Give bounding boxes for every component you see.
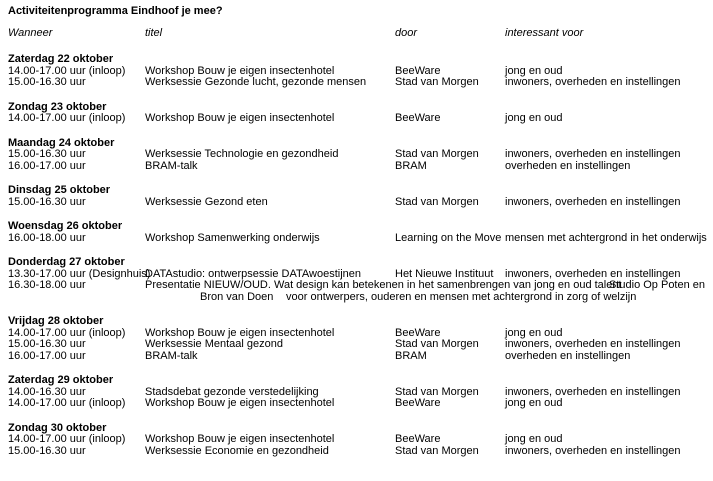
day-heading: Zondag 30 oktober [8, 421, 107, 434]
row-title: Workshop Samenwerking onderwijs [145, 231, 320, 244]
row-when: 14.00-17.00 uur (inloop) [8, 64, 126, 77]
row-when: 14.00-17.00 uur (inloop) [8, 397, 126, 409]
row-title: Workshop Bouw je eigen insectenhotel [145, 397, 335, 409]
row-presenter: BRAM [395, 349, 427, 362]
table-row [0, 196, 713, 208]
row-title: Presentatie NIEUW/OUD. Wat design kan betekenen in het samenbrengen van jong en oud talent [145, 279, 622, 291]
table-row [0, 148, 713, 160]
day-group-zaterdag-22 [0, 53, 713, 88]
table-row [0, 160, 713, 172]
row-presenter: Het Nieuwe Instituut [395, 267, 494, 280]
row-when: 16.00-18.00 uur [8, 231, 86, 244]
table-row [0, 112, 713, 124]
row-audience: inwoners, overheden en instellingen [505, 385, 681, 398]
col-header-door: door [395, 27, 418, 39]
row-audience: inwoners, overheden en instellingen [505, 444, 681, 457]
row-title: Werksessie Technologie en gezondheid [145, 148, 339, 160]
row-title: DATAstudio: ontwerpsessie DATAwoestijnen [145, 267, 362, 280]
table-header [0, 27, 713, 40]
row-title: Workshop Bouw je eigen insectenhotel [145, 64, 335, 77]
day-heading: Donderdag 27 oktober [8, 256, 125, 268]
day-heading: Zaterdag 22 oktober [8, 53, 114, 65]
row-presenter: BeeWare [395, 397, 441, 409]
table-row [0, 232, 713, 244]
row-when: 15.00-16.30 uur [8, 76, 86, 88]
table-row [0, 279, 713, 291]
row-when: 14.00-16.30 uur [8, 385, 86, 398]
day-group-woensdag-26 [0, 220, 713, 243]
row-audience: inwoners, overheden en instellingen [505, 76, 681, 88]
row-presenter: BRAM [395, 159, 427, 172]
row-audience: overheden en instellingen [505, 159, 631, 172]
table-row-continuation [0, 291, 713, 303]
day-group-vrijdag-28 [0, 315, 713, 361]
row-audience: jong en oud [505, 112, 563, 124]
page-title [0, 5, 713, 18]
day-heading: Vrijdag 28 oktober [8, 315, 104, 327]
row-title: Stadsdebat gezonde verstedelijking [145, 385, 319, 398]
row-presenter: BeeWare [395, 64, 441, 77]
row-when: 14.00-17.00 uur (inloop) [8, 433, 126, 445]
row-audience: inwoners, overheden en instellingen [505, 338, 681, 350]
row-title: BRAM-talk [145, 349, 198, 362]
row-audience: jong en oud [505, 397, 563, 409]
row-title: Workshop Bouw je eigen insectenhotel [145, 326, 335, 339]
col-header-wanneer: Wanneer [8, 27, 53, 39]
row-title: Werksessie Mentaal gezond [145, 338, 283, 350]
row-presenter-continued: Bron van Doen [200, 290, 274, 303]
row-title: BRAM-talk [145, 159, 198, 172]
row-title: Werksessie Economie en gezondheid [145, 444, 329, 457]
table-row [0, 433, 713, 445]
row-audience: voor ontwerpers, ouderen en mensen met achtergrond in zorg of welzijn [286, 290, 637, 303]
day-heading: Woensdag 26 oktober [8, 220, 123, 232]
day-heading: Maandag 24 oktober [8, 136, 115, 149]
row-presenter: Stad van Morgen [395, 148, 479, 160]
row-presenter: Stad van Morgen [395, 338, 479, 350]
day-group-maandag-24 [0, 137, 713, 172]
table-row [0, 76, 713, 88]
row-audience: inwoners, overheden en instellingen [505, 148, 681, 160]
row-presenter: Stad van Morgen [395, 444, 479, 457]
row-presenter: Studio Op Poten en [609, 279, 706, 291]
row-title: Workshop Bouw je eigen insectenhotel [145, 433, 335, 445]
row-audience: jong en oud [505, 326, 563, 339]
row-presenter: BeeWare [395, 433, 441, 445]
day-group-donderdag-27 [0, 256, 713, 302]
table-row [0, 350, 713, 362]
row-when: 14.00-17.00 uur (inloop) [8, 326, 126, 339]
table-row [0, 386, 713, 398]
row-when: 14.00-17.00 uur (inloop) [8, 112, 126, 124]
row-title: Workshop Bouw je eigen insectenhotel [145, 112, 335, 124]
row-when: 15.00-16.30 uur [8, 148, 86, 160]
table-row [0, 268, 713, 280]
row-when: 16.00-17.00 uur [8, 159, 86, 172]
table-row [0, 445, 713, 457]
day-group-zaterdag-29 [0, 374, 713, 409]
row-presenter: Stad van Morgen [395, 195, 479, 208]
row-when: 15.00-16.30 uur [8, 444, 86, 457]
row-presenter: Stad van Morgen [395, 385, 479, 398]
col-header-interessant-voor: interessant voor [505, 27, 584, 39]
row-presenter: BeeWare [395, 112, 441, 124]
row-audience: inwoners, overheden en instellingen [505, 267, 681, 280]
table-row [0, 327, 713, 339]
row-presenter: BeeWare [395, 326, 441, 339]
row-title: Werksessie Gezond eten [145, 195, 268, 208]
col-header-titel: titel [145, 27, 163, 39]
table-row [0, 65, 713, 77]
page-title-text: Activiteitenprogramma Eindhoof je mee? [8, 5, 223, 17]
row-audience: jong en oud [505, 433, 563, 445]
row-title: Werksessie Gezonde lucht, gezonde mensen [145, 76, 367, 88]
table-row [0, 397, 713, 409]
row-when: 16.00-17.00 uur [8, 349, 86, 362]
row-when: 16.30-18.00 uur [8, 279, 86, 291]
row-presenter: Learning on the Move [395, 231, 502, 244]
row-audience: mensen met achtergrond in het onderwijs [505, 231, 707, 244]
row-audience: inwoners, overheden en instellingen [505, 195, 681, 208]
day-heading: Zaterdag 29 oktober [8, 374, 114, 386]
day-group-dinsdag-25 [0, 184, 713, 207]
row-when: 15.00-16.30 uur [8, 195, 86, 208]
day-group-zondag-23 [0, 101, 713, 124]
row-when: 15.00-16.30 uur [8, 338, 86, 350]
row-audience: overheden en instellingen [505, 349, 631, 362]
row-audience: jong en oud [505, 64, 563, 77]
day-heading: Dinsdag 25 oktober [8, 184, 111, 196]
row-presenter: Stad van Morgen [395, 76, 479, 88]
table-row [0, 338, 713, 350]
day-heading: Zondag 23 oktober [8, 100, 107, 113]
day-group-zondag-30 [0, 422, 713, 457]
row-when: 13.30-17.00 uur (Designhuis) [8, 267, 151, 280]
